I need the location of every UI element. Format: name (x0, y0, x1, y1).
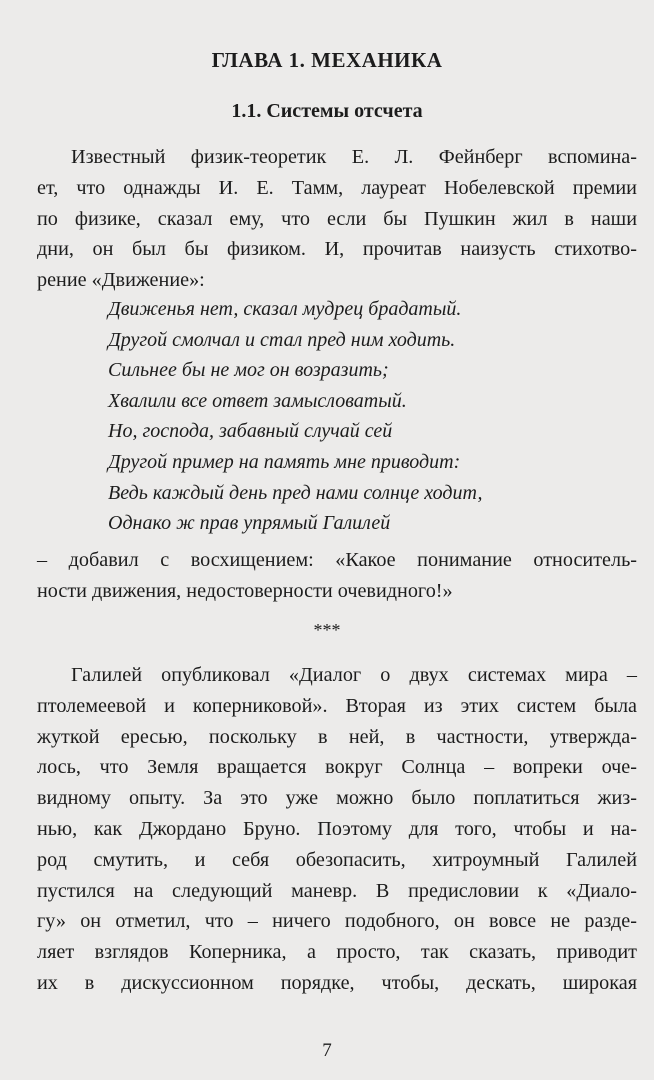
poem-line: Однако ж прав упрямый Галилей (108, 512, 391, 535)
text-line: рение «Движение»: (37, 269, 205, 292)
text-line: Известный физик-теоретик Е. Л. Фейнберг вспомина- (71, 146, 637, 168)
text-line: лось, что Земля вращается вокруг Солнца – вопреки оче- (37, 756, 637, 779)
text-line: видному опыту. За это уже можно было поплатиться жиз- (37, 787, 637, 810)
text-line: птолемеевой и коперниковой». Вторая из этих систем была (37, 694, 637, 717)
poem-line: Другой смолчал и стал пред ним ходить. (108, 328, 456, 351)
text-line: по физике, сказал ему, что если бы Пушкин жил в наши (37, 207, 637, 230)
page-number: 7 (322, 1040, 332, 1061)
poem-line: Но, господа, забавный случай сей (108, 420, 393, 443)
section-separator: *** (313, 620, 341, 640)
paragraph-intro (37, 142, 637, 296)
chapter-title: ГЛАВА 1. МЕХАНИКА (211, 48, 443, 72)
text-line: ляет взглядов Коперника, а просто, так сказать, приводит (37, 941, 637, 964)
poem-line: Ведь каждый день пред нами солнце ходит, (108, 481, 483, 504)
poem-line: Другой пример на память мне приводит: (108, 450, 461, 473)
poem-line: Сильнее бы не мог он возразить; (108, 359, 389, 382)
text-line: ет, что однажды И. Е. Тамм, лауреат Нобелевской премии (37, 176, 637, 199)
text-line: их в дискуссионном порядке, чтобы, дескать, широкая (37, 971, 637, 994)
text-line: гу» он отметил, что – ничего подобного, он вовсе не разде- (37, 910, 637, 933)
text-line: Галилей опубликовал «Диалог о двух системах мира – (71, 664, 637, 686)
text-line: жуткой ересью, поскольку в ней, в частности, утвержда- (37, 725, 637, 748)
paragraph-galileo (37, 660, 637, 999)
text-line: дни, он был бы физиком. И, прочитав наизусть стихотво- (37, 238, 637, 261)
text-line: пустился на следующий маневр. В предисловии к «Диало- (37, 879, 637, 902)
section-title: 1.1. Системы отсчета (231, 100, 423, 122)
text-line: ности движения, недостоверности очевидного!» (37, 579, 453, 602)
paragraph-after-poem (37, 545, 637, 607)
text-line: – добавил с восхищением: «Какое понимание относитель- (37, 549, 637, 571)
poem-quote (108, 294, 482, 539)
poem-line: Движенья нет, сказал мудрец брадатый. (108, 298, 462, 320)
text-line: нью, как Джордано Бруно. Поэтому для того, чтобы и на- (37, 817, 637, 840)
poem-line: Хвалили все ответ замысловатый. (108, 389, 407, 412)
text-line: род смутить, и себя обезопасить, хитроумный Галилей (37, 848, 637, 871)
